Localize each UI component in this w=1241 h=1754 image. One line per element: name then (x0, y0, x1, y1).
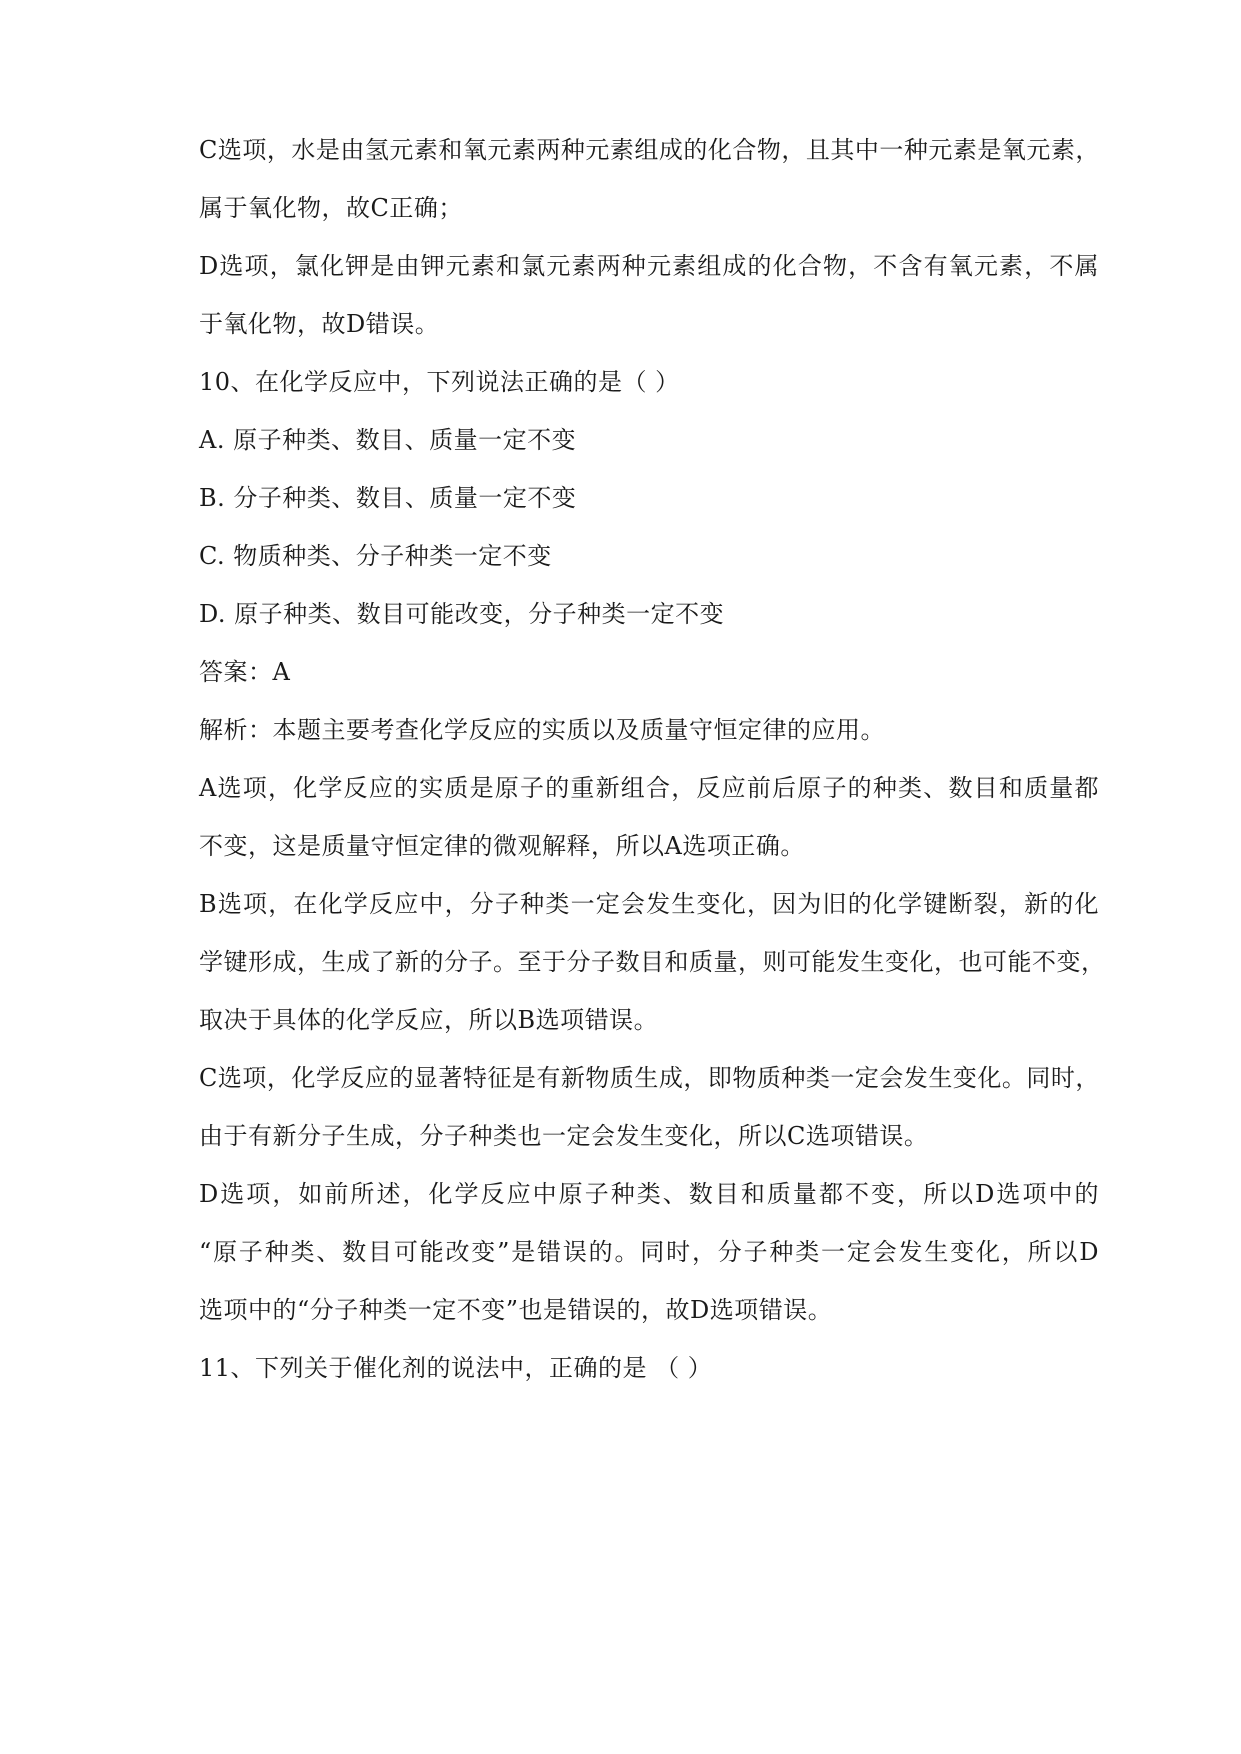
analysis-a-line-2: 不变，这是质量守恒定律的微观解释，所以A选项正确。 (199, 832, 805, 860)
analysis-c-line-2: 由于有新分子生成，分子种类也一定会发生变化，所以C选项错误。 (199, 1122, 929, 1150)
analysis-d-line-2: “原子种类、数目可能改变”是错误的。同时，分子种类一定会发生变化，所以D (199, 1238, 1099, 1266)
text-line-d-option-kcl: D选项，氯化钾是由钾元素和氯元素两种元素组成的化合物，不含有氧元素，不属 (199, 252, 1099, 280)
question-11-stem: 11、下列关于催化剂的说法中，正确的是 （ ） (199, 1354, 713, 1382)
question-10-option-d: D. 原子种类、数目可能改变，分子种类一定不变 (199, 600, 725, 628)
analysis-b-line-1: B选项，在化学反应中，分子种类一定会发生变化，因为旧的化学键断裂，新的化 (199, 890, 1099, 918)
analysis-b-line-2: 学键形成，生成了新的分子。至于分子数目和质量，则可能发生变化，也可能不变， (199, 948, 1106, 976)
analysis-d-line-3: 选项中的“分子种类一定不变”也是错误的，故D选项错误。 (199, 1296, 833, 1324)
analysis-b-line-3: 取决于具体的化学反应，所以B选项错误。 (199, 1006, 659, 1034)
question-10-option-a: A. 原子种类、数目、质量一定不变 (199, 426, 577, 454)
question-10-option-b: B. 分子种类、数目、质量一定不变 (199, 484, 577, 512)
text-line-c-conclusion: 属于氧化物，故C正确； (199, 194, 463, 222)
question-10-analysis: 解析：本题主要考查化学反应的实质以及质量守恒定律的应用。 (199, 716, 885, 744)
text-line-d-conclusion: 于氧化物，故D错误。 (199, 310, 440, 338)
question-10-answer: 答案：A (199, 658, 291, 686)
question-10-option-c: C. 物质种类、分子种类一定不变 (199, 542, 552, 570)
analysis-c-line-1: C选项，化学反应的显著特征是有新物质生成，即物质种类一定会发生变化。同时， (199, 1064, 1100, 1092)
analysis-d-line-1: D选项，如前所述，化学反应中原子种类、数目和质量都不变，所以D选项中的 (199, 1180, 1099, 1208)
question-10-stem: 10、在化学反应中，下列说法正确的是（ ） (199, 368, 680, 396)
analysis-a-line-1: A选项，化学反应的实质是原子的重新组合，反应前后原子的种类、数目和质量都 (199, 774, 1099, 802)
text-line-c-option-water: C选项，水是由氢元素和氧元素两种元素组成的化合物，且其中一种元素是氧元素， (199, 136, 1100, 164)
